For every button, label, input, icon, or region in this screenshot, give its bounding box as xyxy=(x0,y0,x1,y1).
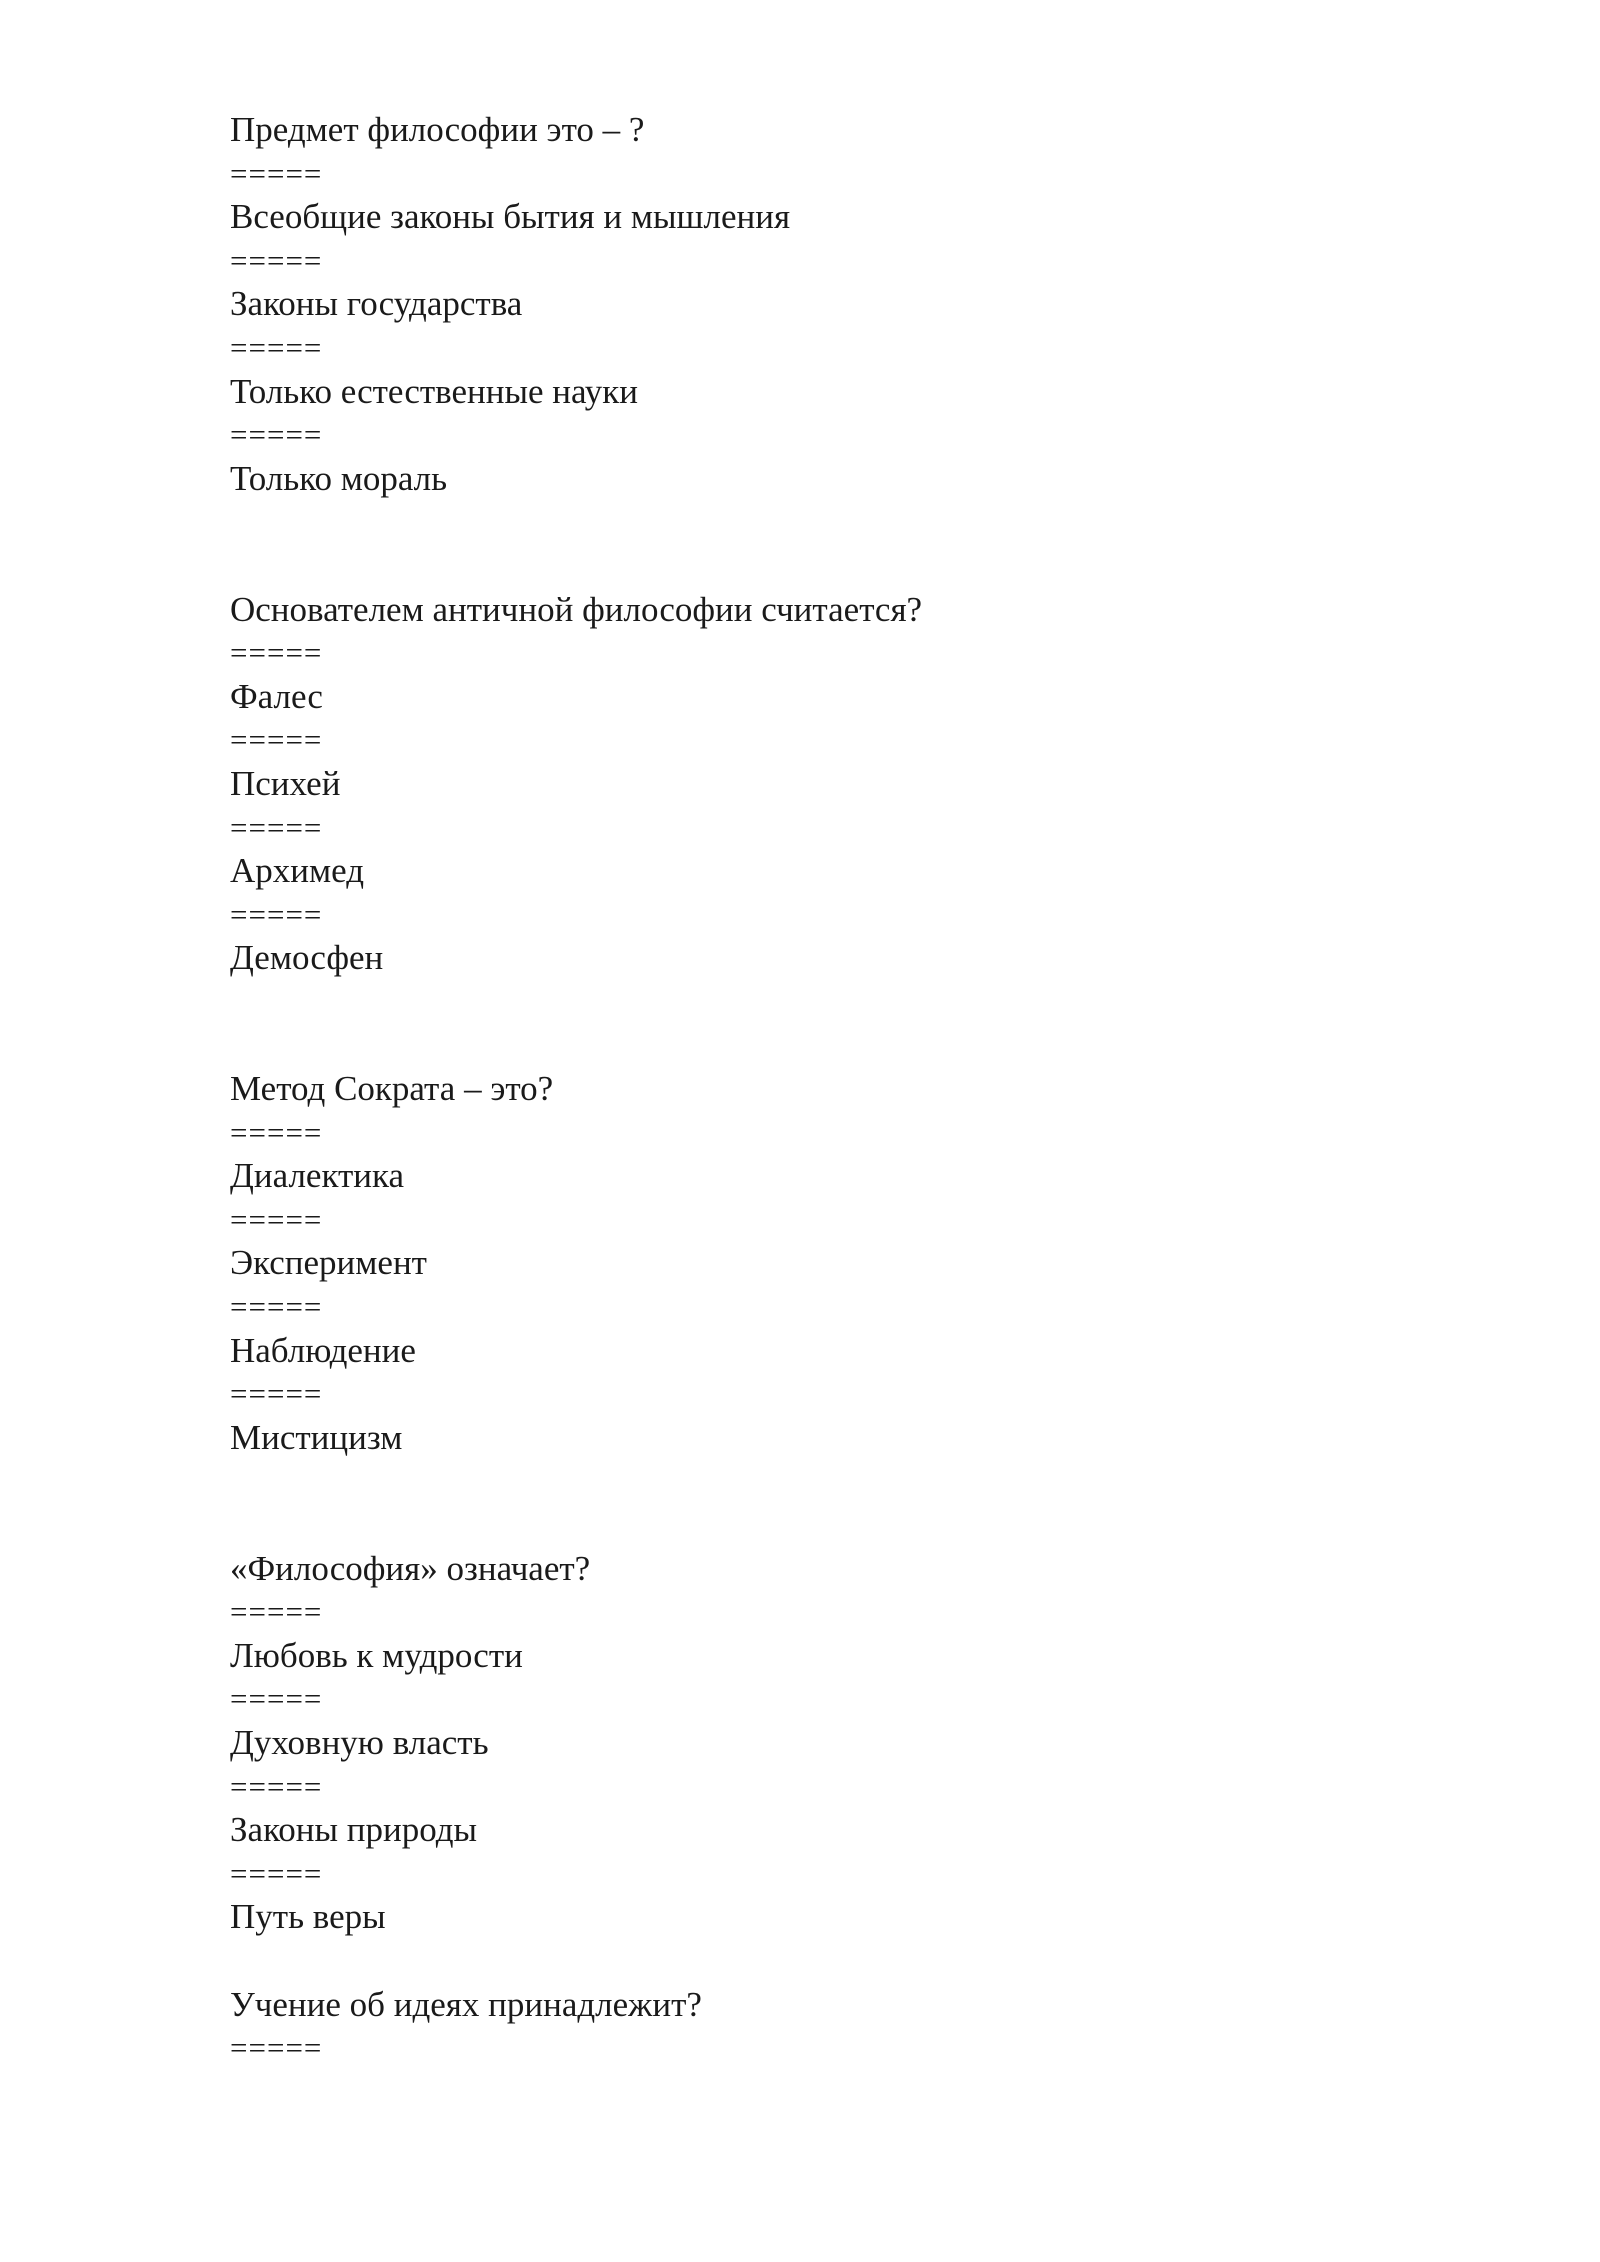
separator: ===== xyxy=(230,329,323,365)
question-text: Предмет философии это – ? xyxy=(230,110,645,149)
answer-option: Путь веры xyxy=(230,1897,386,1937)
separator: ===== xyxy=(230,1594,323,1630)
question-text: Метод Сократа – это? xyxy=(230,1069,554,1109)
document-body xyxy=(230,108,1430,2070)
separator: ===== xyxy=(230,242,323,278)
separator: ===== xyxy=(230,1376,323,1412)
block-gap xyxy=(230,1459,1430,1546)
answer-option: Архимед xyxy=(230,851,365,891)
question-text: Учение об идеях принадлежит? xyxy=(230,1984,702,2024)
answer-option: Законы государства xyxy=(230,284,523,324)
answer-option: Демосфен xyxy=(230,938,384,978)
separator: ===== xyxy=(230,722,323,758)
question-block xyxy=(230,588,1430,980)
separator: ===== xyxy=(230,1768,323,1804)
separator: ===== xyxy=(230,1289,323,1325)
question-text: Основателем античной философии считается? xyxy=(230,589,923,629)
separator: ===== xyxy=(230,417,323,453)
block-gap xyxy=(230,980,1430,1067)
separator: ===== xyxy=(230,635,323,671)
separator: ===== xyxy=(230,155,323,191)
answer-option: Мистицизм xyxy=(230,1417,403,1457)
answer-option: Эксперимент xyxy=(230,1243,427,1283)
separator: ===== xyxy=(230,896,323,932)
separator: ===== xyxy=(230,809,323,845)
question-text: «Философия» означает? xyxy=(230,1548,591,1588)
question-block xyxy=(230,1547,1430,1939)
answer-option: Только естественные науки xyxy=(230,371,639,411)
block-gap xyxy=(230,500,1430,587)
answer-option: Духовную власть xyxy=(230,1722,489,1762)
separator: ===== xyxy=(230,1855,323,1891)
separator: ===== xyxy=(230,1114,323,1150)
answer-option: Любовь к мудрости xyxy=(230,1635,523,1675)
question-block xyxy=(230,1067,1430,1459)
answer-option: Психей xyxy=(230,763,341,803)
answer-option: Всеобщие законы бытия и мышления xyxy=(230,197,791,237)
answer-option: Законы природы xyxy=(230,1810,478,1850)
question-block xyxy=(230,1983,1430,2070)
separator: ===== xyxy=(230,1681,323,1717)
separator: ===== xyxy=(230,2030,323,2066)
separator: ===== xyxy=(230,1201,323,1237)
answer-option: Только мораль xyxy=(230,458,448,498)
question-block xyxy=(230,108,1430,500)
answer-option: Фалес xyxy=(230,676,323,716)
answer-option: Наблюдение xyxy=(230,1330,416,1370)
answer-option: Диалектика xyxy=(230,1156,405,1196)
block-gap xyxy=(230,1939,1430,1983)
